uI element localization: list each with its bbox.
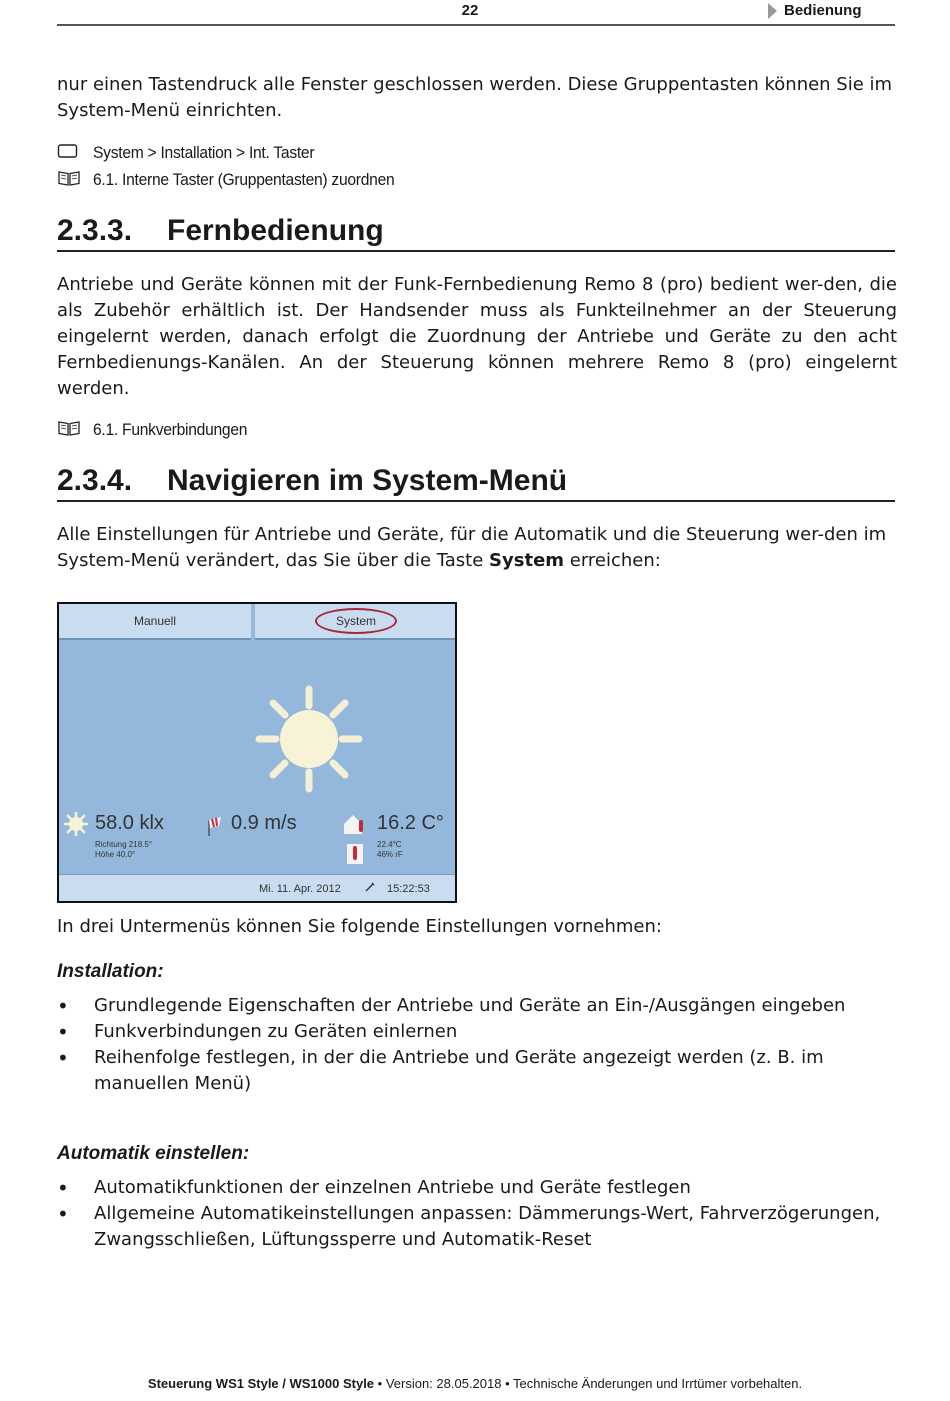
chapter-reference-text: 6.1. Interne Taster (Gruppentasten) zuordnen — [93, 170, 395, 189]
windsock-icon — [205, 814, 225, 838]
menu-path: System > Installation > Int. Taster — [93, 143, 315, 162]
submenu-intro: In drei Untermenüs können Sie folgende Einstellungen vornehmen: — [57, 916, 662, 937]
page-footer — [0, 1376, 950, 1391]
intro-paragraph: nur einen Tastendruck alle Fenster geschlossen werden. Diese Gruppentasten können Sie im System-Menü einrichten. — [57, 74, 893, 121]
section-number: 2.3.3. — [57, 214, 133, 247]
list-item: • Reihenfolge festlegen, in der die Antriebe und Geräte angezeigt werden (z. B. im manuellen Menü) — [57, 1045, 897, 1097]
book-icon — [57, 169, 93, 192]
list-item: • Funkverbindungen zu Geräten einlernen — [57, 1019, 897, 1045]
section-heading-fernbedienung — [57, 214, 895, 252]
brightness-sun-icon — [63, 811, 89, 837]
section-title: Fernbedienung — [167, 214, 384, 247]
house-thermometer-icon — [342, 812, 368, 866]
brightness-value: 58.0 klx — [95, 812, 164, 834]
screen-icon — [57, 143, 93, 164]
chapter-reference — [57, 168, 421, 192]
wind-value: 0.9 m/s — [231, 812, 297, 834]
list-item: • Grundlegende Eigenschaften der Antriebe und Geräte an Ein-/Ausgängen eingeben — [57, 993, 897, 1019]
tab-system[interactable]: System — [255, 604, 457, 640]
remote-paragraph: Antriebe und Geräte können mit der Funk-Fernbedienung Remo 8 (pro) bedient wer-den, die als Zubehör erhältlich ist. Der Handsender muss als Funkteilnehmer an der Steuerung eingelernt werden, danach erfolgt die Zuordnung der Antriebe und Geräte zu den acht Fernbedienungs-Kanälen. An der Steuerung können mehrere Remo 8 (pro) eingelernt werden. — [57, 274, 897, 399]
section-title: Navigieren im System-Menü — [167, 464, 568, 497]
system-key-label: System — [489, 550, 565, 571]
installation-list — [57, 993, 897, 1097]
section-number: 2.3.4. — [57, 464, 133, 497]
page-number: 22 — [461, 2, 479, 19]
sun-direction: Richtung 218.5° — [95, 840, 153, 849]
nav-paragraph-text: Alle Einstellungen für Antriebe und Geräte, für die Automatik und die Steuerung wer-den im System-Menü verändert, das Sie über die Taste — [57, 524, 887, 571]
system-screen-figure — [57, 602, 457, 903]
chapter-reference-text: 6.1. Funkverbindungen — [93, 420, 248, 439]
list-item: • Allgemeine Automatikeinstellungen anpassen: Dämmerungs-Wert, Fahrverzögerungen, Zwangsschließen, Lüftungssperre und Automatik-Reset — [57, 1201, 897, 1253]
automatik-heading: Automatik einstellen: — [57, 1143, 250, 1164]
screen-time: 15:22:53 — [387, 883, 430, 895]
footer-version: • Version: 28.05.2018 • Technische Änderungen und Irrtümer vorbehalten. — [374, 1376, 803, 1391]
sun-height: Höhe 40.0° — [95, 850, 136, 859]
book-icon — [57, 419, 93, 442]
tab-manuell[interactable]: Manuell — [59, 604, 251, 640]
list-item: • Automatikfunktionen der einzelnen Antriebe und Geräte festlegen — [57, 1175, 897, 1201]
outside-temperature-value: 16.2 C° — [377, 812, 444, 834]
sun-icon — [254, 684, 364, 794]
menu-path-reference — [57, 141, 334, 165]
header-rule — [57, 24, 895, 26]
nav-paragraph-text: erreichen: — [564, 550, 661, 571]
chapter-reference — [57, 418, 261, 442]
humidity: 46% rF — [377, 850, 403, 859]
time-edit-icon — [364, 881, 376, 896]
section-label: Bedienung — [784, 2, 862, 19]
footer-product: Steuerung WS1 Style / WS1000 Style — [147, 1376, 375, 1391]
automatik-list — [57, 1175, 897, 1253]
screen-status-bar — [59, 874, 455, 902]
nav-paragraph — [57, 522, 897, 574]
section-heading-navigieren — [57, 464, 895, 502]
installation-heading: Installation: — [57, 961, 164, 982]
inside-temperature: 22.4°C — [377, 840, 402, 849]
section-arrow-icon — [768, 3, 777, 19]
screen-date: Mi. 11. Apr. 2012 — [259, 883, 341, 895]
system-highlight-oval — [315, 608, 397, 634]
